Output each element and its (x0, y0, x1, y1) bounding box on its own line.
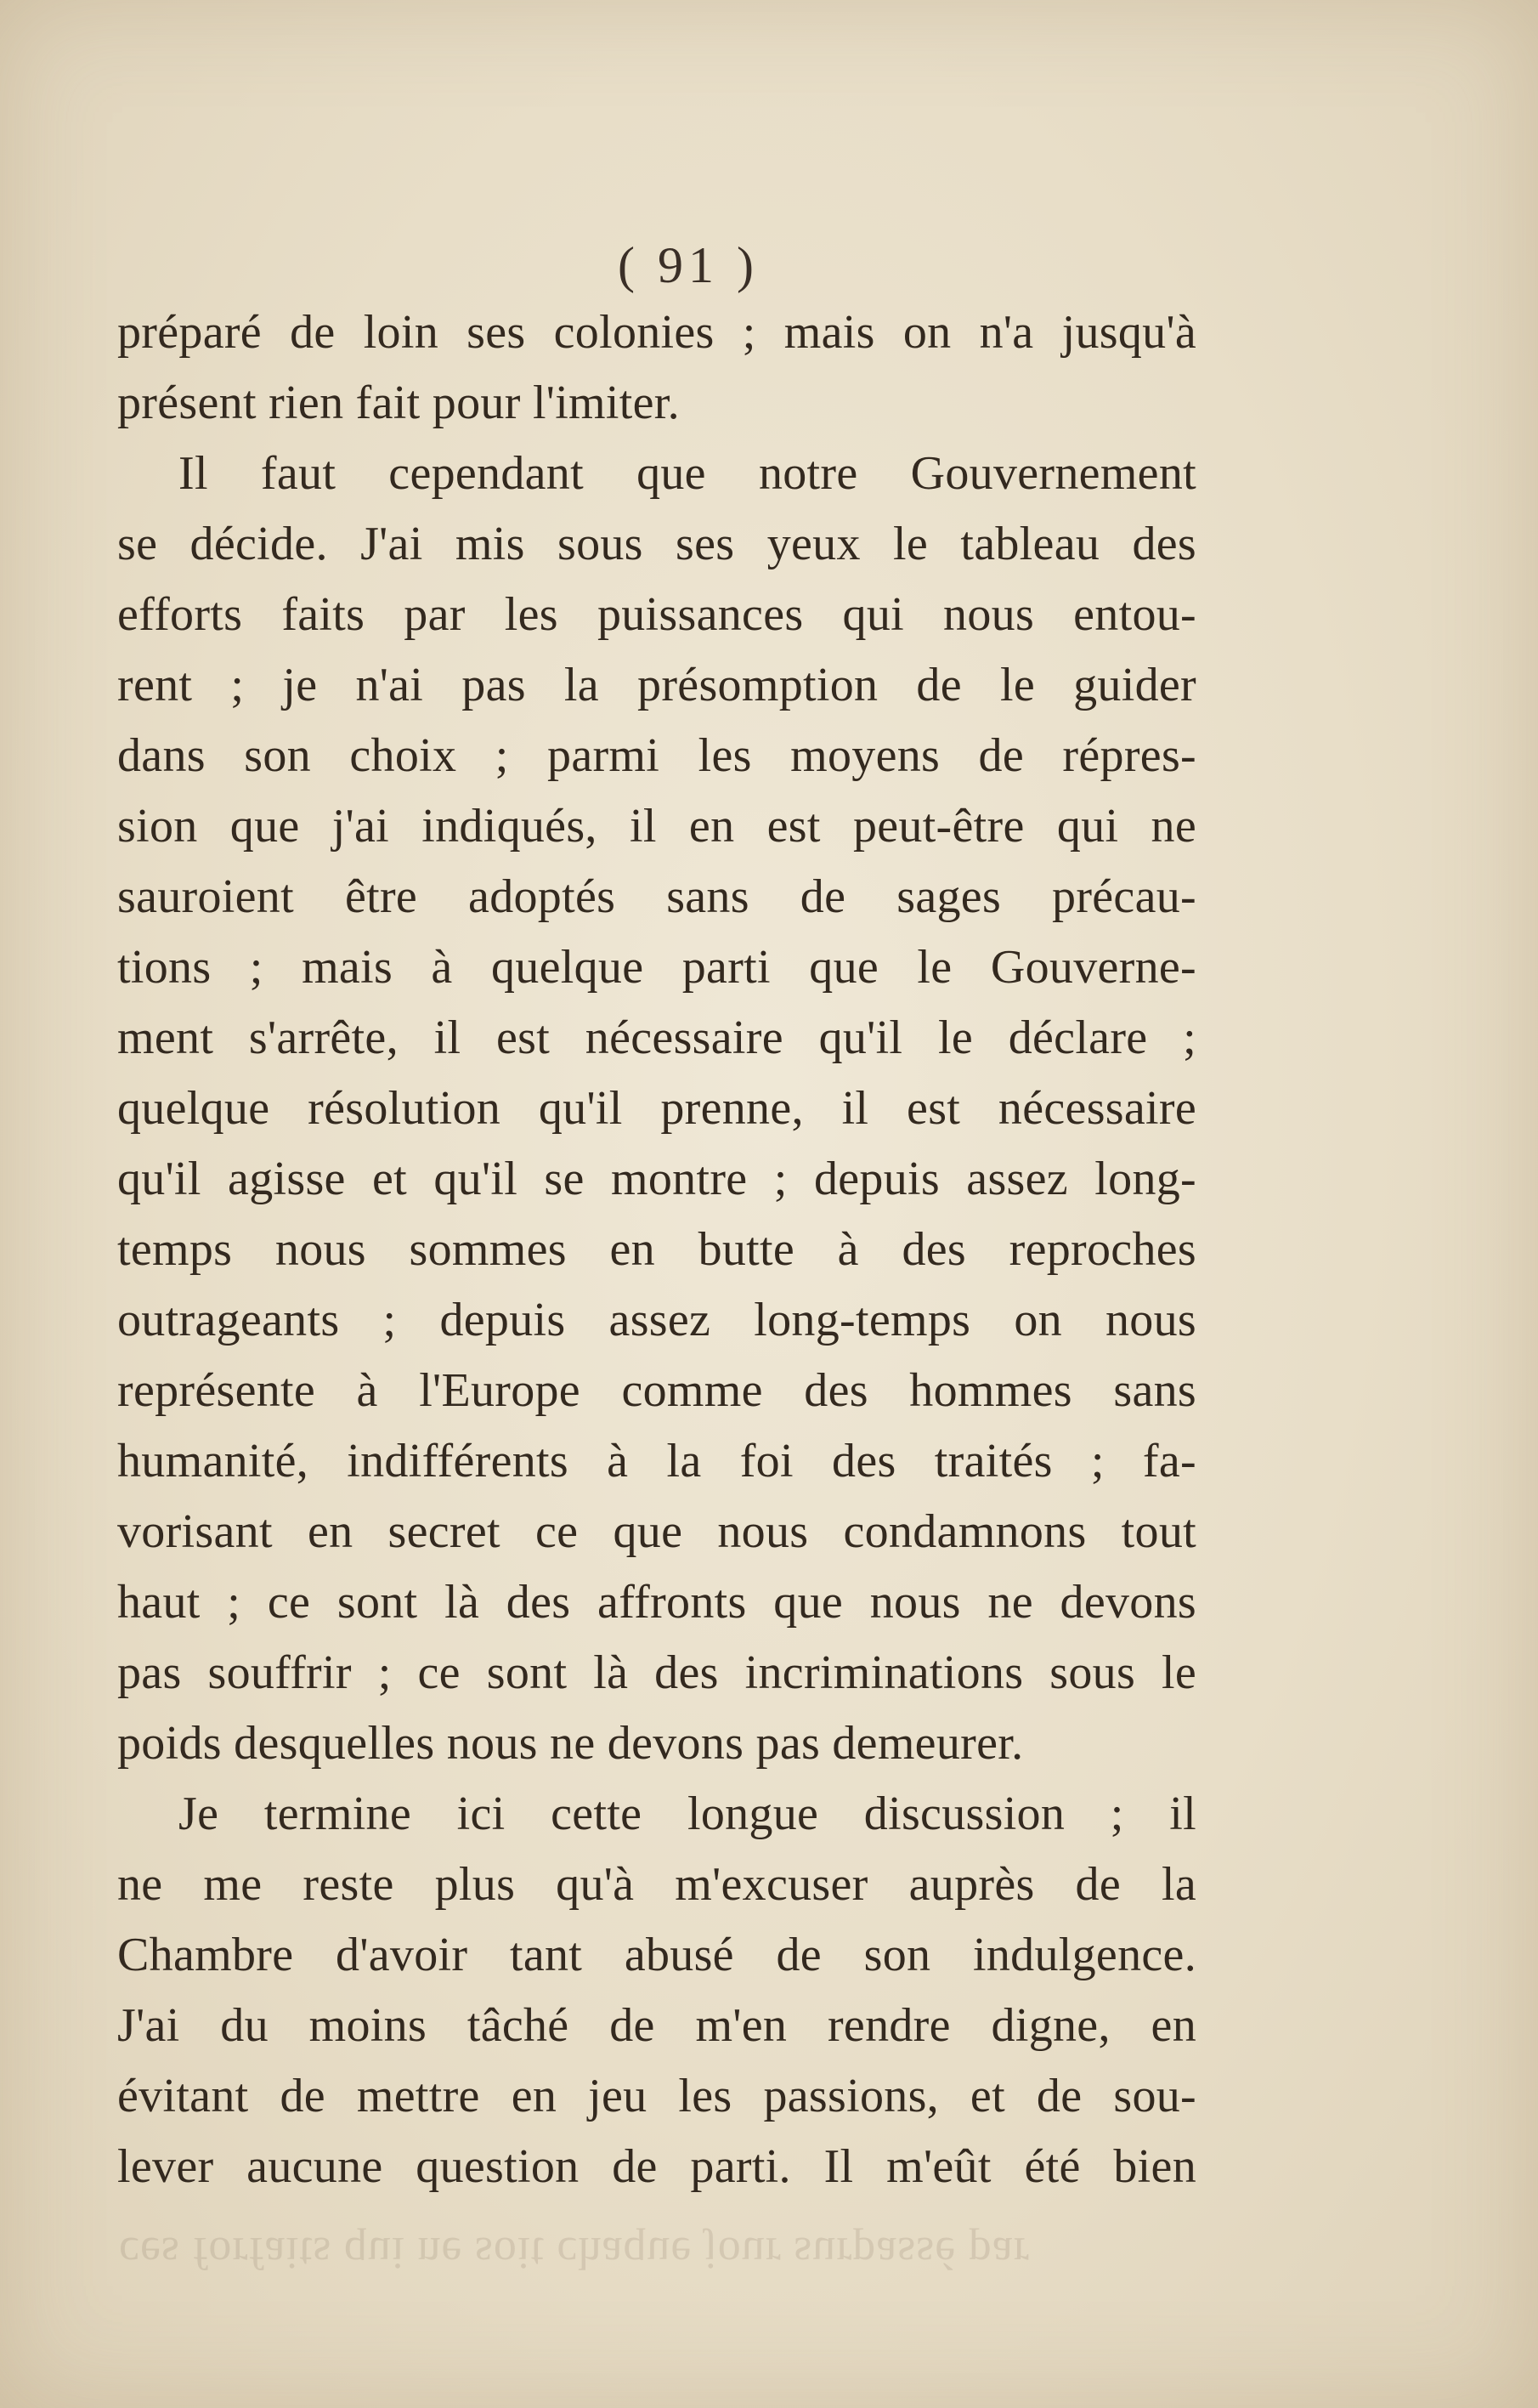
text-line: qu'il agisse et qu'il se montre ; depuis assez long- (117, 1153, 1196, 1205)
text-line: sauroient être adoptés sans de sages précau- (117, 870, 1196, 923)
text-line: ne me reste plus qu'à m'excuser auprès de la (117, 1858, 1196, 1911)
text-line: tions ; mais à quelque parti que le Gouverne- (117, 941, 1196, 994)
bleed-through-text: ces forfaits qui ne soit chaque jour surpassé par (119, 2228, 1030, 2279)
text-line: présent rien fait pour l'imiter. (117, 377, 680, 429)
text-line: se décide. J'ai mis sous ses yeux le tableau des (117, 518, 1196, 570)
text-line: haut ; ce sont là des affronts que nous ne devons (117, 1576, 1196, 1629)
text-line: temps nous sommes en butte à des reproches (117, 1223, 1196, 1276)
text-line: dans son choix ; parmi les moyens de répres- (117, 729, 1196, 782)
text-line: quelque résolution qu'il prenne, il est nécessaire (117, 1082, 1196, 1135)
text-line: efforts faits par les puissances qui nous entou- (117, 588, 1196, 641)
text-line: Je termine ici cette longue discussion ; il (178, 1788, 1196, 1840)
text-line: rent ; je n'ai pas la présomption de le guider (117, 659, 1196, 711)
text-line: représente à l'Europe comme des hommes sans (117, 1364, 1196, 1417)
text-line: ment s'arrête, il est nécessaire qu'il le déclare ; (117, 1011, 1196, 1064)
text-line: pas souffrir ; ce sont là des incriminations sous le (117, 1646, 1196, 1699)
text-line: lever aucune question de parti. Il m'eût été bien (117, 2140, 1196, 2193)
text-line: J'ai du moins tâché de m'en rendre digne, en (117, 1999, 1196, 2052)
text-line: poids desquelles nous ne devons pas demeurer. (117, 1717, 1024, 1770)
text-line: outrageants ; depuis assez long-temps on nous (117, 1294, 1196, 1346)
text-line: vorisant en secret ce que nous condamnons tout (117, 1505, 1196, 1558)
body-text (117, 297, 1196, 2202)
text-line: évitant de mettre en jeu les passions, et de sou- (117, 2070, 1196, 2122)
text-line: humanité, indifférents à la foi des traités ; fa- (117, 1435, 1196, 1487)
text-line: Chambre d'avoir tant abusé de son indulgence. (117, 1929, 1196, 1981)
text-line: préparé de loin ses colonies ; mais on n'a jusqu'à (117, 306, 1196, 359)
text-line: sion que j'ai indiqués, il en est peut-être qui ne (117, 800, 1196, 853)
text-line: Il faut cependant que notre Gouvernement (178, 447, 1196, 500)
page-number: ( 91 ) (618, 237, 759, 293)
